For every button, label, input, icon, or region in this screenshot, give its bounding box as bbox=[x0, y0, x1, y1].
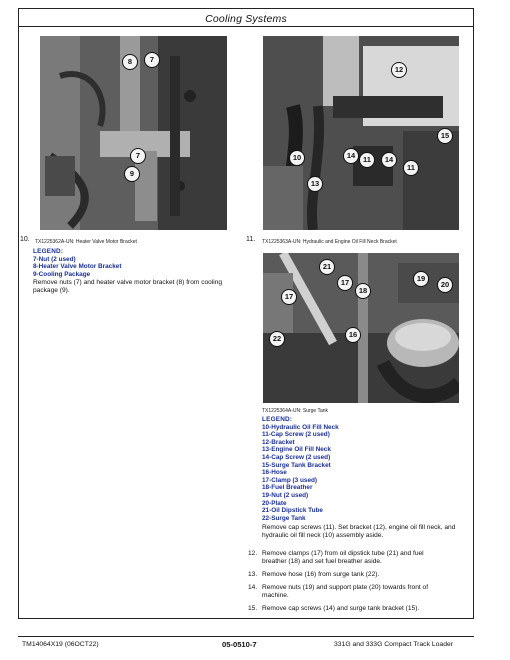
step-text: Remove clamps (17) from oil dipstick tube (21) and fuel breather (18) and set fuel breather aside. bbox=[262, 550, 424, 566]
callout-11: 11 bbox=[403, 160, 419, 176]
step-11-legend bbox=[262, 416, 339, 522]
photo-fill-neck-bracket-graphic bbox=[263, 36, 459, 230]
callout-12: 12 bbox=[391, 62, 407, 78]
legend-item: 17-Clamp (3 used) bbox=[262, 476, 318, 484]
callout-15: 15 bbox=[437, 128, 453, 144]
callout-7: 7 bbox=[130, 148, 146, 164]
callout-8: 8 bbox=[122, 54, 138, 70]
step-12 bbox=[248, 550, 444, 566]
callout-14: 14 bbox=[343, 148, 359, 164]
legend-item: 13-Engine Oil Fill Neck bbox=[262, 446, 331, 454]
legend-item: 12-Bracket bbox=[262, 438, 295, 446]
footer-product: 331G and 333G Compact Track Loader bbox=[334, 641, 454, 648]
legend-item: 22-Surge Tank bbox=[262, 514, 306, 522]
step-15 bbox=[248, 605, 444, 613]
photo-heater-valve-bracket bbox=[40, 36, 227, 230]
legend-item: 11-Cap Screw (2 used) bbox=[262, 431, 330, 439]
step-text: Remove nuts (19) and support plate (20) towards front of machine. bbox=[262, 584, 429, 600]
photo-fill-neck-bracket bbox=[263, 36, 459, 230]
step-10-instruction: Remove nuts (7) and heater valve motor bracket (8) from cooling package (9). bbox=[33, 279, 223, 295]
callout-22: 22 bbox=[269, 331, 285, 347]
step-11-caption-top: TX1225363A-UN: Hydraulic and Engine Oil Fill Neck Bracket bbox=[262, 239, 397, 245]
step-10-caption: TX1225362A-UN: Heater Valve Motor Bracket bbox=[35, 239, 137, 245]
callout-19: 19 bbox=[413, 271, 429, 287]
footer-page-number: 05-0510-7 bbox=[222, 640, 257, 649]
step-13 bbox=[248, 571, 444, 579]
step-number: 14. bbox=[248, 584, 258, 591]
legend-item: 18-Fuel Breather bbox=[262, 484, 313, 492]
step-text: Remove hose (16) from surge tank (22). bbox=[262, 571, 380, 578]
legend-item: 21-Oil Dipstick Tube bbox=[262, 507, 323, 515]
step-11-instruction: Remove cap screws (11). Set bracket (12), engine oil fill neck, and hydraulic oil fill neck (10) assembly aside. bbox=[262, 524, 456, 540]
legend-item: 15-Surge Tank Bracket bbox=[262, 461, 331, 469]
legend-item: 8-Heater Valve Motor Bracket bbox=[33, 263, 122, 271]
callout-13: 13 bbox=[307, 176, 323, 192]
step-14 bbox=[248, 584, 444, 600]
step-number: 15. bbox=[248, 605, 258, 612]
legend-item: 16-Hose bbox=[262, 469, 287, 477]
callout-21: 21 bbox=[319, 259, 335, 275]
callout-18: 18 bbox=[355, 283, 371, 299]
page-header bbox=[18, 8, 474, 27]
callout-9: 9 bbox=[124, 166, 140, 182]
legend-title: LEGEND: bbox=[33, 248, 64, 255]
legend-item: 7-Nut (2 used) bbox=[33, 255, 76, 263]
photo-surge-tank bbox=[263, 253, 459, 403]
callout-17: 17 bbox=[281, 289, 297, 305]
footer-rule bbox=[18, 636, 474, 637]
callout-16: 16 bbox=[345, 327, 361, 343]
callout-17: 17 bbox=[337, 275, 353, 291]
step-11-number: 11. bbox=[246, 236, 256, 243]
footer-doc-id: TM14064X19 (06OCT22) bbox=[22, 641, 99, 648]
legend-item: 19-Nut (2 used) bbox=[262, 491, 309, 499]
callout-20: 20 bbox=[437, 277, 453, 293]
step-text: Remove cap screws (14) and surge tank bracket (15). bbox=[262, 605, 420, 612]
step-11-caption-bottom: TX1225364A-UN: Surge Tank bbox=[262, 408, 329, 414]
step-number: 13. bbox=[248, 571, 258, 578]
step-number: 12. bbox=[248, 550, 258, 557]
callout-14: 14 bbox=[381, 152, 397, 168]
legend-item: 20-Plate bbox=[262, 499, 287, 507]
legend-item: 9-Cooling Package bbox=[33, 270, 91, 278]
section-title: Cooling Systems bbox=[205, 13, 287, 25]
callout-10: 10 bbox=[289, 150, 305, 166]
step-10-number: 10. bbox=[20, 236, 30, 243]
callout-11: 11 bbox=[359, 152, 375, 168]
legend-item: 10-Hydraulic Oil Fill Neck bbox=[262, 423, 339, 431]
legend-title: LEGEND: bbox=[262, 416, 293, 423]
photo-surge-tank-graphic bbox=[263, 253, 459, 403]
legend-item: 14-Cap Screw (2 used) bbox=[262, 453, 331, 461]
callout-7: 7 bbox=[144, 52, 160, 68]
step-10-legend bbox=[33, 248, 121, 278]
